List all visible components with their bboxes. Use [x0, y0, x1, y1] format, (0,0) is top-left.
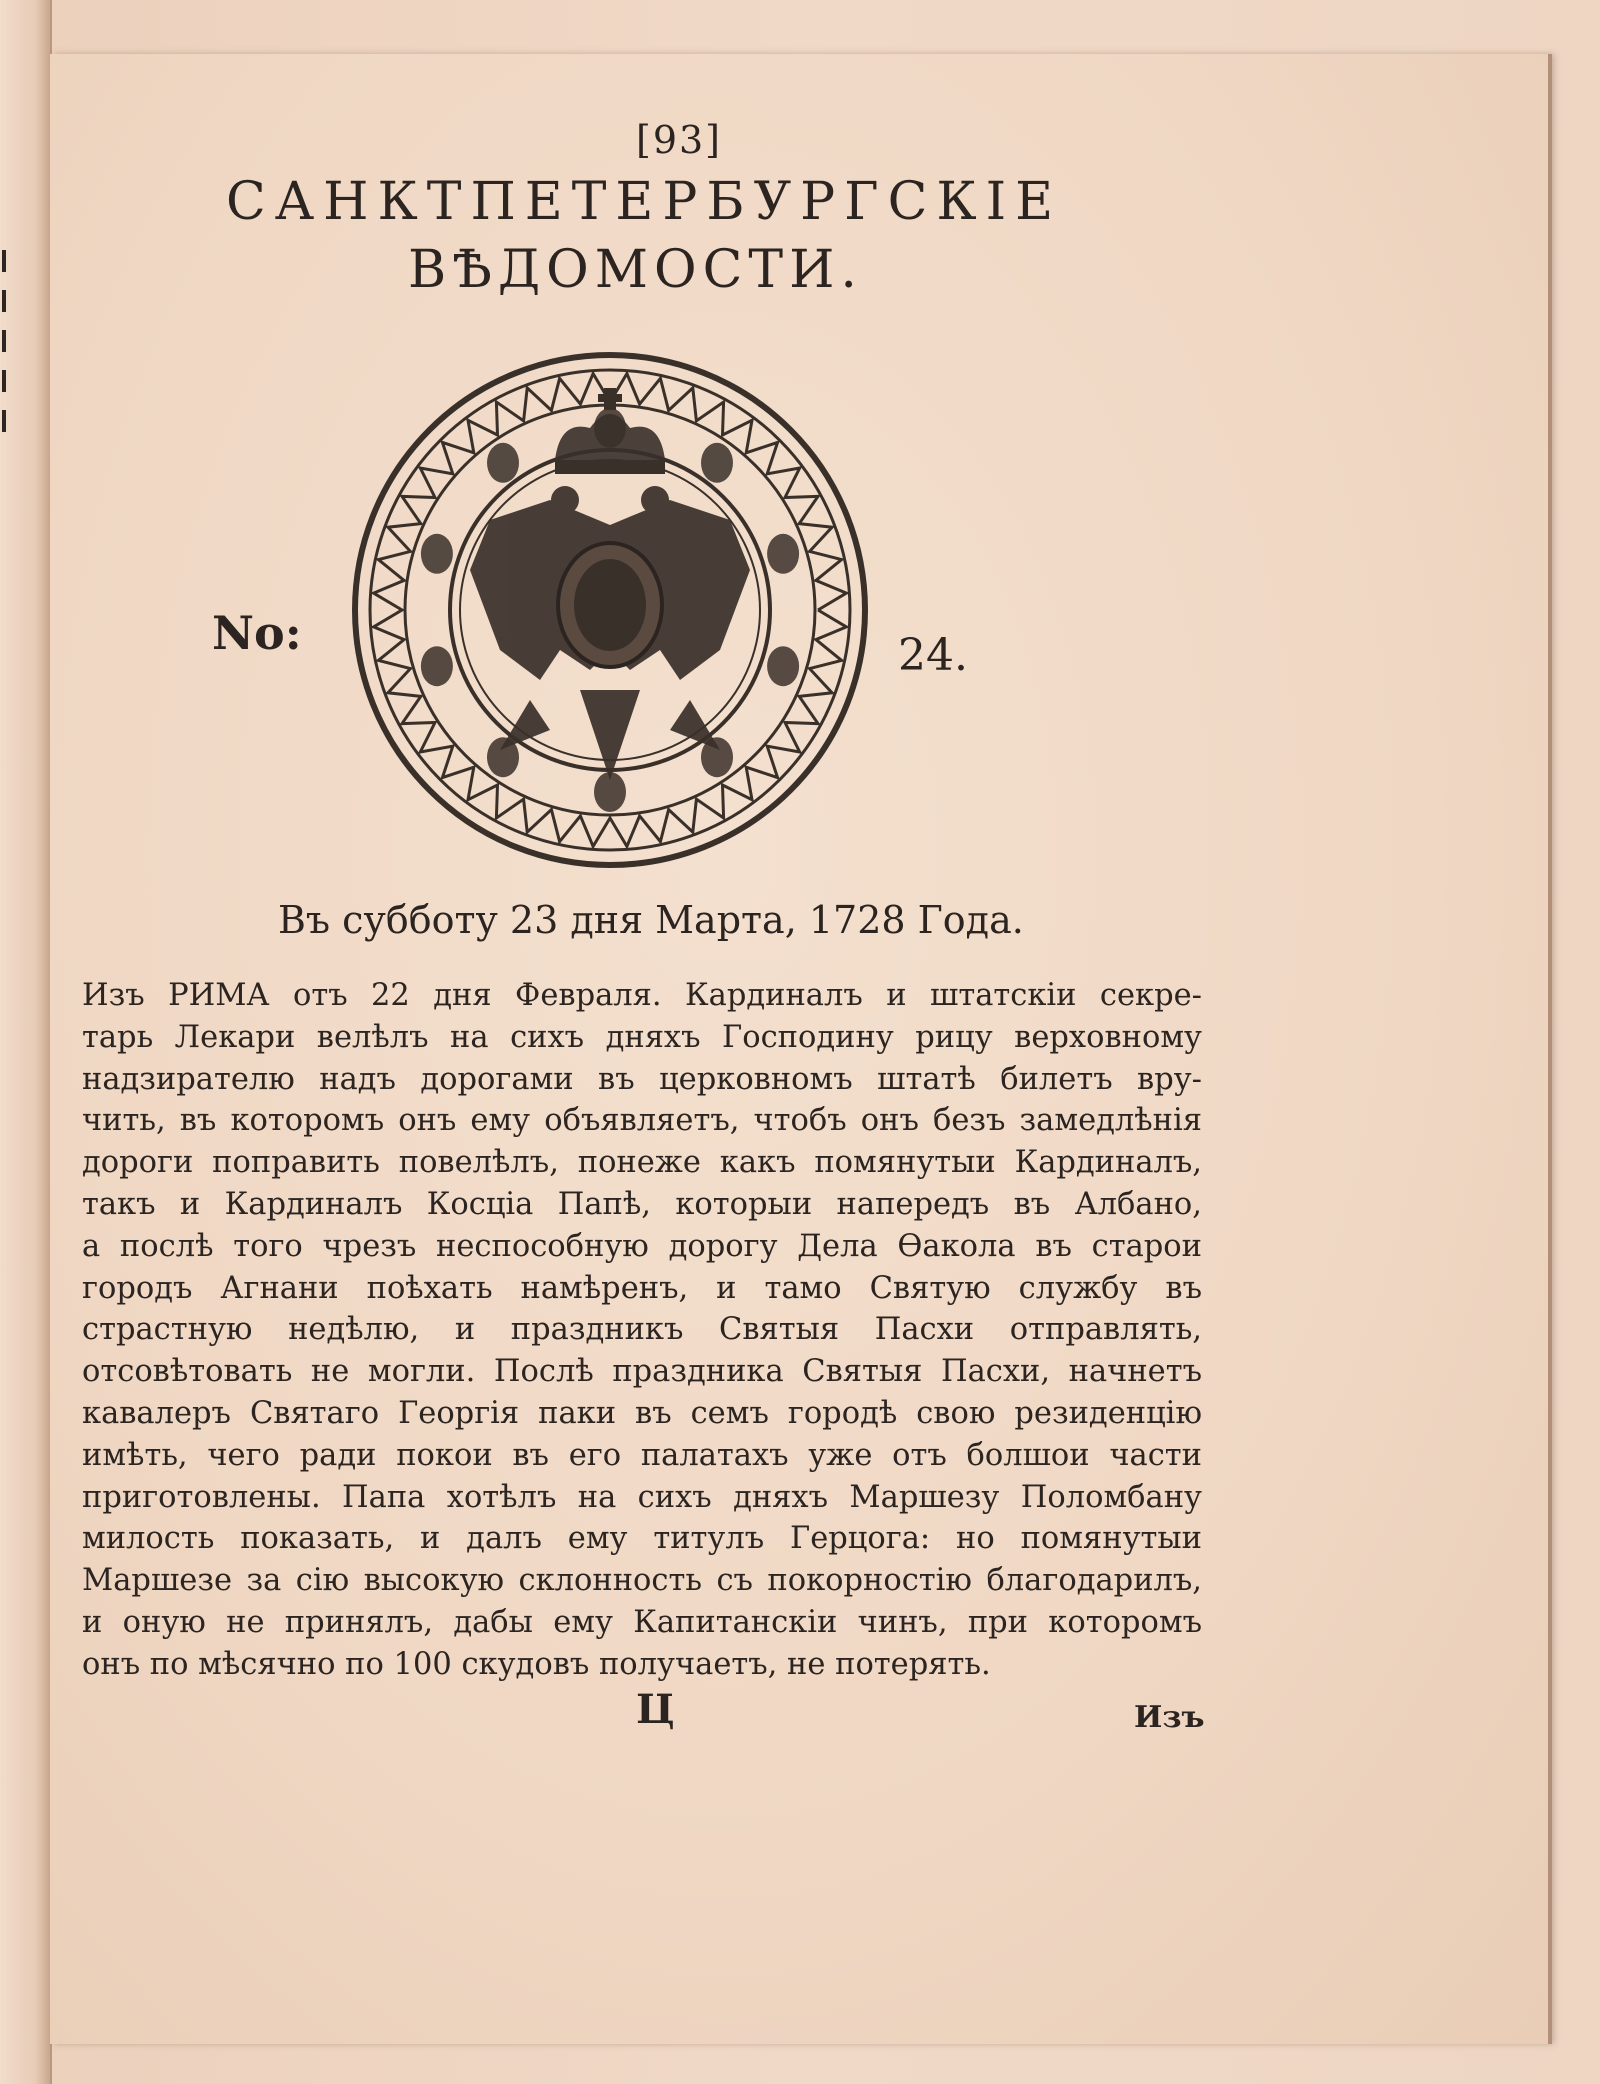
article-line: тарь Лекари велѣлъ на сихъ дняхъ Господину рицу верховному — [82, 1019, 1202, 1055]
masthead-title-line-2: ВѢДОМОСТИ. — [408, 240, 863, 300]
article-line: онъ по мѣсячно по 100 скудовъ получаетъ, не потерять. — [82, 1646, 991, 1682]
article-line: дороги поправить повелѣлъ, понеже какъ помянутыи Кардиналъ, — [82, 1145, 1202, 1181]
seal-ornament-medallion — [421, 646, 453, 686]
article-body — [82, 975, 1202, 1686]
article-line: страстную недѣлю, и праздникъ Святыя Пасхи отправлять, — [82, 1312, 1202, 1348]
issue-number: 24. — [898, 630, 968, 681]
seal-ornament-medallion — [701, 443, 733, 483]
article-line: Изъ РИМА отъ 22 дня Февраля. Кардиналъ и штатскіи секре- — [82, 978, 1202, 1013]
article-line: приготовлены. Папа хотѣлъ на сихъ дняхъ Маршезу Поломбану — [82, 1479, 1202, 1515]
article-line: Маршезе за сію высокую склонность съ покорностію благодарилъ, — [82, 1563, 1202, 1599]
article-line: чить, въ которомъ онъ ему объявляетъ, чтобъ онъ безъ замедлѣнія — [82, 1103, 1202, 1139]
masthead-title-line-1: САНКТПЕТЕРБУРГСКІЕ — [226, 172, 1063, 232]
catchword: Изъ — [1134, 1700, 1205, 1735]
article-line: надзирателю надъ дорогами въ церковномъ штатѣ билетъ вру- — [82, 1061, 1202, 1097]
article-line: кавалеръ Святаго Георгія паки въ семъ городѣ свою резиденцію — [82, 1395, 1202, 1431]
article-line: а послѣ того чрезъ неспособную дорогу Дела Ѳакола въ старои — [82, 1228, 1202, 1264]
article-line: отсовѣтовать не могли. Послѣ праздника Святыя Пасхи, начнетъ — [82, 1354, 1202, 1390]
page-number: [93] — [636, 118, 723, 162]
facing-page-edge — [0, 0, 52, 2084]
article-line: имѣть, чего ради покои въ его палатахъ уже отъ болшои части — [82, 1437, 1202, 1473]
page-shadow-edge — [1548, 54, 1552, 2044]
article-line: такъ и Кардиналъ Косціа Папѣ, которыи напередъ въ Албано, — [82, 1186, 1202, 1222]
double-headed-eagle-seal-icon — [350, 350, 870, 870]
seal-ornament-medallion — [487, 443, 519, 483]
issue-number-label: No: — [212, 606, 302, 660]
seal-ornament-medallion — [767, 534, 799, 574]
issue-dateline: Въ субботу 23 дня Марта, 1728 Года. — [278, 898, 1024, 942]
seal-ornament-medallion — [767, 646, 799, 686]
article-line: городъ Агнани поѣхать намѣренъ, и тамо Святую службу въ — [82, 1270, 1202, 1306]
article-line: милость показать, и далъ ему титулъ Герцога: но помянутыи — [82, 1521, 1202, 1557]
signature-mark: Ц — [636, 1686, 675, 1733]
article-line: и оную не принялъ, дабы ему Капитанскіи чинъ, при которомъ — [82, 1604, 1202, 1640]
seal-ornament-medallion — [421, 534, 453, 574]
